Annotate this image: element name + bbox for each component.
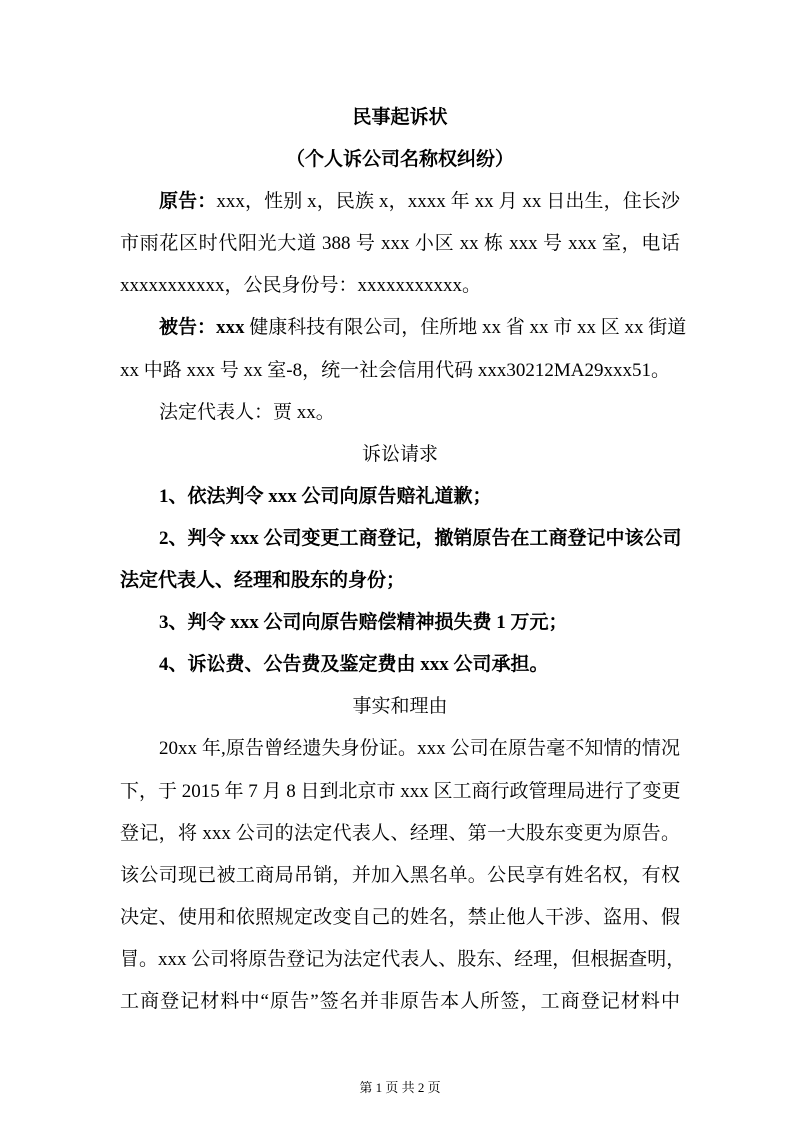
plaintiff-line-1 xyxy=(120,181,680,223)
facts-line-5: 决定、使用和依照规定改变自己的姓名，禁止他人干涉、盗用、假 xyxy=(120,906,680,928)
claim-item-1: 1、依法判令 xxx 公司向原告赔礼道歉； xyxy=(159,485,492,507)
defendant-name: xxx xyxy=(216,317,245,339)
facts-line-1: 20xx 年,原告曾经遗失身份证。xxx 公司在原告毫不知情的情况 xyxy=(159,738,680,760)
legal-representative: 法定代表人：贾 xx。 xyxy=(159,401,335,423)
defendant-label: 被告： xyxy=(159,317,217,339)
plaintiff-line-3: xxxxxxxxxxx，公民身份号：xxxxxxxxxxx。 xyxy=(120,275,482,297)
claim-item-2-continued: 法定代表人、经理和股东的身份； xyxy=(120,570,406,592)
plaintiff-text-1: xxx，性别 x，民族 x，xxxx 年 xx 月 xx 日出生，住长沙 xyxy=(216,191,680,213)
page-number-footer: 第 1 页 共 2 页 xyxy=(359,1080,441,1095)
document-body xyxy=(120,97,687,1023)
defendant-line-1 xyxy=(120,307,687,349)
facts-heading: 事实和理由 xyxy=(352,696,448,718)
facts-line-4: 该公司现已被工商局吊销，并加入黑名单。公民享有姓名权，有权 xyxy=(120,864,680,886)
defendant-line-2: xx 中路 xxx 号 xx 室-8，统一社会信用代码 xxx30212MA29xxx51。 xyxy=(120,359,670,381)
facts-line-6: 冒。xxx 公司将原告登记为法定代表人、股东、经理，但根据查明， xyxy=(120,948,686,970)
claims-heading: 诉讼请求 xyxy=(361,443,438,465)
plaintiff-line-2: 市雨花区时代阳光大道 388 号 xxx 小区 xx 栋 xxx 号 xxx 室，电话 xyxy=(120,233,680,255)
document-title: 民事起诉状 xyxy=(352,107,448,128)
claim-item-3: 3、判令 xxx 公司向原告赔偿精神损失费 1 万元； xyxy=(159,612,568,634)
claim-item-2: 2、判令 xxx 公司变更工商登记，撤销原告在工商登记中该公司 xyxy=(159,527,682,549)
document-subtitle: （个人诉公司名称权纠纷） xyxy=(285,149,514,171)
claim-item-4: 4、诉讼费、公告费及鉴定费由 xxx 公司承担。 xyxy=(159,654,549,676)
facts-line-3: 登记，将 xxx 公司的法定代表人、经理、第一大股东变更为原告。 xyxy=(120,822,680,844)
plaintiff-label: 原告： xyxy=(159,191,217,213)
facts-line-7: 工商登记材料中“原告”签名并非原告本人所签，工商登记材料中 xyxy=(120,990,680,1012)
defendant-text-1: 健康科技有限公司，住所地 xx 省 xx 市 xx 区 xx 街道 xyxy=(249,317,687,339)
facts-line-2: 下，于 2015 年 7 月 8 日到北京市 xxx 区工商行政管理局进行了变更 xyxy=(120,780,681,802)
